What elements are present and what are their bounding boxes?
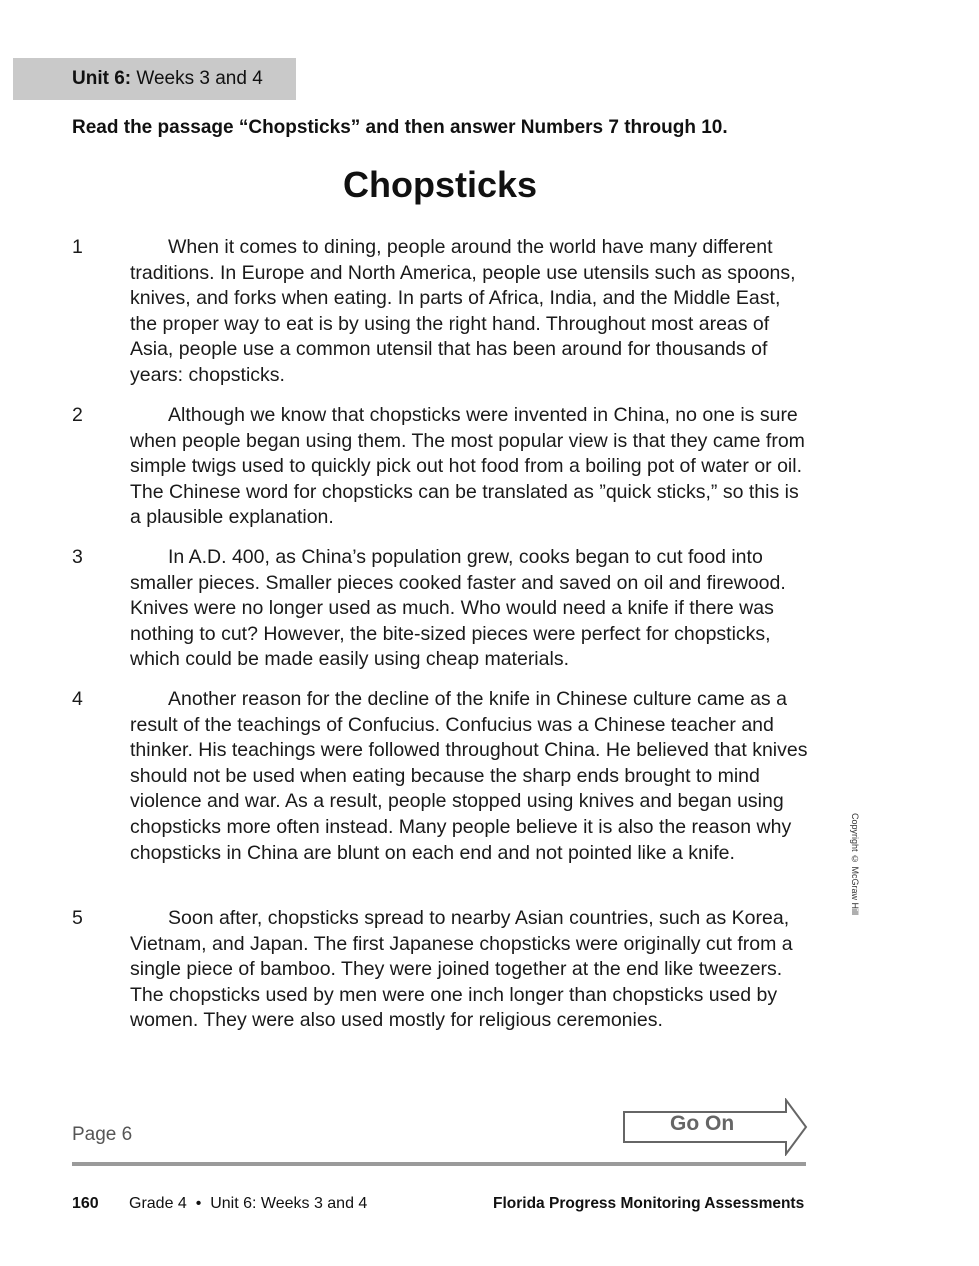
paragraph-number: 1 [72,236,83,258]
paragraph-text: Soon after, chopsticks spread to nearby Asian countries, such as Korea, Vietnam, and Japan. The first Japanese chopsticks were originally cut from a single piece of bamboo. They were joined together at the end like tweezers. The chopsticks used by men were one inch longer than chopsticks used by women. They were also used mostly for religious ceremonies. [130,907,793,1032]
copyright-notice: Copyright © McGraw Hill [850,813,860,916]
footer-divider [72,1162,806,1166]
passage-title: Chopsticks [342,164,538,205]
paragraph-number: 5 [72,907,83,929]
instructions: Read the passage “Chopsticks” and then answer Numbers 7 through 10. [72,117,728,138]
go-on-indicator [622,1098,808,1156]
paragraph-number: 4 [72,688,83,710]
unit-weeks: Weeks 3 and 4 [136,68,263,89]
paragraph-text: When it comes to dining, people around the world have many different traditions. In Europe and North America, people use utensils such as spoons, knives, and forks when eating. In parts of Africa, India, and the Middle East, the proper way to eat is by using the right hand. Throughout most areas of Asia, people use a common utensil that has been around for thousands of years: chopsticks. [130,236,796,386]
paragraph-text: Another reason for the decline of the knife in Chinese culture came as a result of the teachings of Confucius. Confucius was a Chinese teacher and thinker. His teachings were followed throughout China. He believed that knives should not be used when eating because the sharp ends brought to mind violence and war. As a result, people stopped using knives and began using chopsticks more often instead. Many people believe it is also the reason why chopsticks in China are blunt on each end and not pointed like a knife. [130,688,808,864]
paragraph-text: In A.D. 400, as China’s population grew, cooks began to cut food into smaller pieces. Smaller pieces cooked faster and saved on oil and firewood. Knives were no longer used as much. Who would need a knife if there was nothing to cut? However, the bite-sized pieces were perfect for chopsticks, which could be made easily using cheap materials. [130,546,786,671]
paragraph-number: 2 [72,404,83,426]
footer-page-number: 160 [72,1195,99,1212]
page-label: Page 6 [72,1124,133,1145]
paragraph-number: 3 [72,546,83,568]
footer-grade-info: Grade 4 • Unit 6: Weeks 3 and 4 [129,1195,368,1212]
paragraph-text: Although we know that chopsticks were invented in China, no one is sure when people began using them. The most popular view is that they came from simple twigs used to quickly pick out hot food from a boiling pot of water or oil. The Chinese word for chopsticks can be translated as ”quick sticks,” so this is a plausible explanation. [130,404,805,529]
unit-header-tab [13,58,296,100]
footer-publication: Florida Progress Monitoring Assessments [493,1195,805,1212]
unit-label: Unit 6: [72,68,132,89]
go-on-label: Go On [670,1112,735,1135]
